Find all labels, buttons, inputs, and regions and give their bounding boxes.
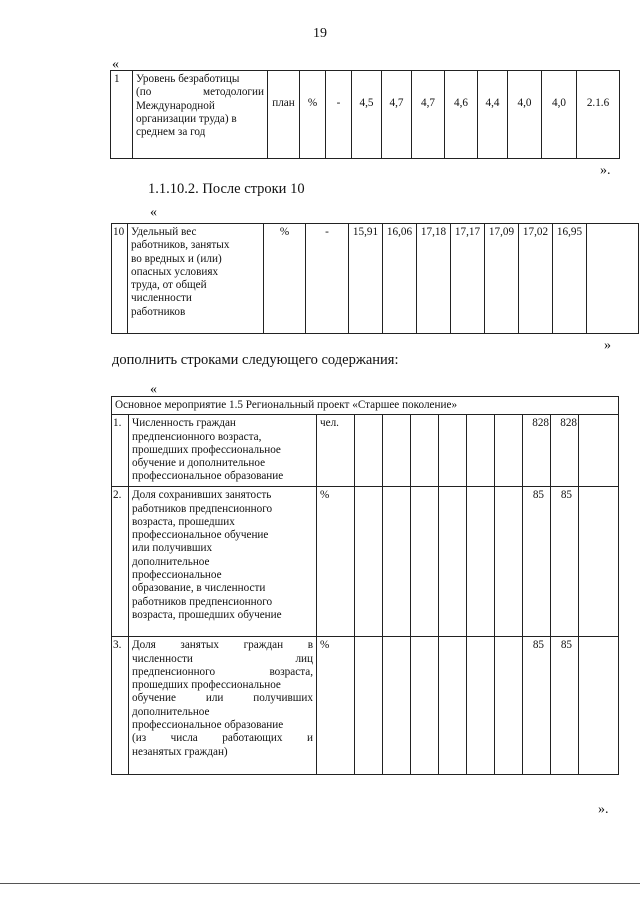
name-line: обучение и дополнительное [132, 457, 266, 470]
name-line: образование, в численности [132, 582, 266, 595]
section-title: Основное мероприятие 1.5 Региональный проект «Старшее поколение» [112, 397, 619, 415]
empty-cell [411, 487, 439, 637]
name-line: профессиональное образование [132, 470, 284, 483]
quote-open-3: « [150, 382, 157, 397]
unit: % [317, 637, 355, 775]
row-number: 1 [111, 71, 133, 159]
name-line: работников [131, 305, 186, 318]
quote-close-1: ». [600, 163, 611, 178]
empty-cell [467, 415, 495, 487]
empty-cell [383, 637, 411, 775]
name-line: дополнительное [132, 705, 210, 718]
empty-cell [439, 415, 467, 487]
empty-cell [355, 415, 383, 487]
name-line: возраста, прошедших [132, 515, 235, 528]
name-line: работников, занятых [131, 239, 230, 252]
value-cell: 16,06 [383, 224, 417, 334]
quote-close-2: » [604, 338, 611, 353]
name-line: Уровень безработицы [136, 73, 240, 85]
name-line: или получивших [132, 542, 213, 555]
value-cell: 4,5 [352, 71, 382, 159]
empty-cell [467, 637, 495, 775]
value-cell: 85 [551, 487, 579, 637]
value-cell: 17,02 [519, 224, 553, 334]
name-line: предпенсионного возраста, [132, 665, 313, 678]
name-line: Доля занятых граждан в [132, 639, 313, 652]
supplement-text: дополнить строками следующего содержания: [112, 352, 399, 368]
name-line: дополнительное [132, 555, 210, 568]
empty-cell [579, 415, 619, 487]
value-cell: - [326, 71, 352, 159]
empty-cell [579, 487, 619, 637]
name-line: прошедших профессиональное [132, 679, 281, 692]
name-line: работников предпенсионного [132, 595, 273, 608]
value-cell: 85 [551, 637, 579, 775]
value-cell: 4,0 [542, 71, 577, 159]
value-cell: - [306, 224, 349, 334]
name-line: труда, от общей [131, 279, 207, 292]
value-cell: 828 [551, 415, 579, 487]
footer-rule [0, 883, 640, 884]
empty-cell [495, 637, 523, 775]
name-line: Доля сохранивших занятость [132, 489, 272, 502]
name-line: среднем за год [136, 126, 206, 139]
value-cell: 15,91 [349, 224, 383, 334]
hazardous-work-table [111, 223, 639, 334]
value-cell: 17,09 [485, 224, 519, 334]
reference-cell: 2.1.6 [577, 71, 620, 159]
unit: % [300, 71, 326, 159]
unit: чел. [317, 415, 355, 487]
empty-cell [411, 637, 439, 775]
empty-cell [467, 487, 495, 637]
indicator-name [133, 71, 268, 159]
indicator-name [129, 487, 317, 637]
unemployment-table [110, 70, 620, 159]
row-number: 3. [112, 637, 129, 775]
empty-cell [495, 487, 523, 637]
name-line: во вредных и (или) [131, 252, 222, 265]
empty-cell [495, 415, 523, 487]
empty-cell [439, 487, 467, 637]
indicator-name [129, 415, 317, 487]
name-line: Численность граждан [132, 417, 236, 430]
value-cell: 4,4 [478, 71, 508, 159]
name-line: Удельный вес [131, 226, 197, 238]
quote-open-1: « [112, 57, 119, 72]
plan-type: план [268, 71, 300, 159]
value-cell: 828 [523, 415, 551, 487]
empty-cell [411, 415, 439, 487]
quote-close-3: ». [598, 802, 609, 817]
value-cell: 4,7 [382, 71, 412, 159]
name-line: возраста, прошедших обучение [132, 608, 282, 621]
empty-cell [355, 637, 383, 775]
row-number: 1. [112, 415, 129, 487]
value-cell: 85 [523, 487, 551, 637]
value-cell: 4,0 [508, 71, 542, 159]
name-line: профессиональное [132, 569, 222, 582]
unit: % [264, 224, 306, 334]
empty-cell [355, 487, 383, 637]
empty-cell [383, 487, 411, 637]
name-line: (по методологии [136, 86, 264, 99]
row-number: 2. [112, 487, 129, 637]
unit: % [317, 487, 355, 637]
senior-generation-table [111, 396, 619, 775]
name-line: обучение или получивших [132, 692, 313, 705]
empty-cell [579, 637, 619, 775]
section-heading: 1.1.10.2. После строки 10 [148, 181, 305, 197]
value-cell: 4,7 [412, 71, 445, 159]
name-line: численности лиц [132, 652, 313, 665]
value-cell: 17,18 [417, 224, 451, 334]
name-line: (из числа работающих и [132, 732, 313, 745]
name-line: работников предпенсионного [132, 502, 273, 515]
name-line: прошедших профессиональное [132, 443, 281, 456]
empty-cell [587, 224, 639, 334]
name-line: профессиональное обучение [132, 529, 269, 542]
name-line: численности [131, 292, 192, 305]
page-number: 19 [313, 26, 327, 41]
name-line: незанятых граждан) [132, 745, 228, 758]
name-line: организации труда) в [136, 112, 237, 125]
empty-cell [383, 415, 411, 487]
empty-cell [439, 637, 467, 775]
indicator-name [128, 224, 264, 334]
value-cell: 17,17 [451, 224, 485, 334]
name-line: профессиональное образование [132, 719, 284, 732]
name-line: Международной [136, 99, 215, 112]
row-number: 10 [112, 224, 128, 334]
quote-open-2: « [150, 205, 157, 220]
indicator-name [129, 637, 317, 775]
value-cell: 4,6 [445, 71, 478, 159]
name-line: предпенсионного возраста, [132, 430, 262, 443]
value-cell: 16,95 [553, 224, 587, 334]
value-cell: 85 [523, 637, 551, 775]
name-line: опасных условиях [131, 265, 219, 278]
